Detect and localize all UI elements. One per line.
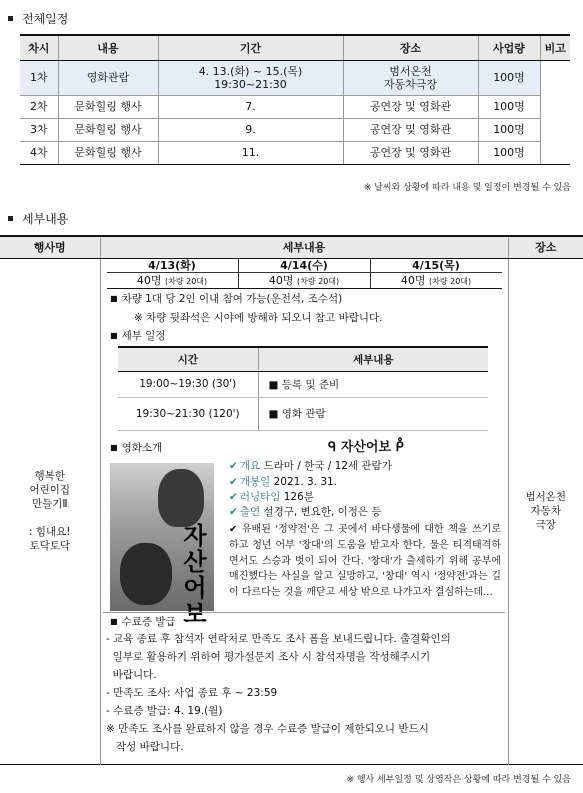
cert-line: 일부로 활용하기 위하여 평가설문지 조사 시 참석자명을 작성해주시기 <box>106 651 431 663</box>
date-column <box>238 259 370 288</box>
schedule-cell: 공연장 및 영화관 <box>343 95 478 118</box>
rule-participants: ■ 차량 1대 당 2인 이내 참여 가능(운전석, 조수석) <box>110 291 342 306</box>
schedule-cell: 11. <box>158 141 343 164</box>
check-icon: ✔ <box>229 460 238 472</box>
schedule-cell <box>540 95 570 118</box>
schedule-cell: 9. <box>158 118 343 141</box>
date-label: 4/15(목) <box>371 259 502 273</box>
cert-line: - 교육 종료 후 참석자 연락처로 만족도 조사 폼을 보내드립니다. 출결확인의 <box>106 633 451 645</box>
schedule-header-cell: 기간 <box>158 35 343 60</box>
poster-title-calligraphy: 자 산 어 보 <box>183 521 207 628</box>
schedule-cell: 문화힐링 행사 <box>58 95 158 118</box>
schedule-header-cell: 사업량 <box>478 35 540 60</box>
place-cell: 범서온천 자동차 극장 <box>508 258 583 765</box>
inner-time: 19:30~21:30 (120') <box>118 397 258 430</box>
inner-header-content: 세부내용 <box>258 347 488 371</box>
schedule-header-row <box>20 35 570 60</box>
detail-schedule-table <box>118 346 488 431</box>
date-capacity: 40명 (차량 20대) <box>136 273 208 287</box>
schedule-cell: 4차 <box>20 141 58 164</box>
schedule-cell: 문화힐링 행사 <box>58 118 158 141</box>
check-icon: ✔ <box>229 506 238 518</box>
event-name-cell: 행복한 어린이집 만들기Ⅱ : 힘내요! 토닥토닥 <box>0 258 100 765</box>
schedule-header-cell: 장소 <box>343 35 478 60</box>
movie-title-text: 자산어보 <box>340 440 391 455</box>
schedule-cell: 공연장 및 영화관 <box>343 141 478 164</box>
check-icon: ✔ <box>229 491 238 503</box>
schedule-cell: 100명 <box>478 60 540 95</box>
schedule-cell: 2차 <box>20 95 58 118</box>
movie-intro-title: ■ 영화소개 <box>110 440 162 455</box>
date-column <box>370 259 502 288</box>
rule-backseat-note: ※ 차량 뒷좌석은 시야에 방해하 되오니 참고 바랍니다. <box>134 312 383 324</box>
schedule-row <box>20 141 570 164</box>
sched-subtitle: ■ 세부 일정 <box>110 328 165 343</box>
schedule-cell: 100명 <box>478 95 540 118</box>
date-label: 4/13(화) <box>107 259 238 273</box>
movie-title: ᑫ 자산어보 ᑬ <box>328 440 404 455</box>
section-title-schedule <box>8 10 68 27</box>
cert-title: ■ 수료증 발급 <box>110 614 176 629</box>
movie-synopsis: ✔ 유배된 '정약전'은 그 곳에서 바다생물에 대한 책을 쓰기로 하고 청년 어부 '창대'의 도움을 받고자 한다. 물은 티격태격하면서도 스승과 벗이 되어 간다. '창대'가 출세하기 위해 공부에 매진했다는 사실을 알고 실망하고, '창대' 역시 '정약전'과는 길이 다르다는 것을 깨닫고 세상 밖으로 나가고자 결심하는데... <box>229 524 501 599</box>
schedule-body <box>20 60 570 164</box>
inner-row <box>118 371 488 397</box>
header-event: 행사명 <box>0 236 100 258</box>
schedule-cell: 3차 <box>20 118 58 141</box>
schedule-cell: 100명 <box>478 141 540 164</box>
schedule-cell <box>540 60 570 95</box>
schedule-cell: 공연장 및 영화관 <box>343 118 478 141</box>
date-capacity: 40명 (차량 20대) <box>268 273 340 287</box>
schedule-cell <box>540 141 570 164</box>
detail-header-row <box>0 236 583 258</box>
inner-header-time: 시간 <box>118 347 258 371</box>
inner-header-row <box>118 347 488 371</box>
schedule-row <box>20 60 570 95</box>
section-title-text: 전체일정 <box>22 12 69 26</box>
schedule-header-cell: 차시 <box>20 35 58 60</box>
section-title-text: 세부내용 <box>22 212 69 226</box>
inner-content: ■ 영화 관람 <box>258 397 488 430</box>
square-bullet-icon <box>8 16 13 21</box>
movie-info-item: ✔ 개봉일 2021. 3. 31. <box>229 476 338 488</box>
inner-time: 19:00~19:30 (30') <box>118 371 258 397</box>
divider <box>103 612 505 613</box>
schedule-note: ※ 날씨와 상황에 따라 내용 및 일정이 변경될 수 있음 <box>363 183 571 193</box>
schedule-row <box>20 95 570 118</box>
schedule-header-cell: 내용 <box>58 35 158 60</box>
movie-info-item: ✔ 개요 드라마 / 한국 / 12세 관람가 <box>229 460 392 472</box>
cert-details <box>106 630 504 756</box>
date-column <box>107 259 238 288</box>
cert-line: 바랍니다. <box>106 669 157 681</box>
cert-line: ※ 만족도 조사를 완료하지 않을 경우 수료증 발급이 제한되오니 반드시 <box>106 723 429 735</box>
date-grid <box>107 259 502 289</box>
detail-footer-note: ※ 행사 세부일정 및 상영작은 상황에 따라 변경될 수 있음 <box>346 775 571 785</box>
schedule-cell <box>540 118 570 141</box>
schedule-cell: 1차 <box>20 60 58 95</box>
schedule-cell: 영화관람 <box>58 60 158 95</box>
square-bullet-icon <box>8 216 13 221</box>
date-label: 4/14(수) <box>239 259 370 273</box>
poster-figure-2 <box>120 543 172 605</box>
section-title-detail <box>8 210 68 227</box>
movie-info-item: ✔ 러닝타임 126분 <box>229 491 314 503</box>
inner-row <box>118 397 488 430</box>
cert-line: - 만족도 조사: 사업 종료 후 ~ 23:59 <box>106 687 278 699</box>
schedule-cell: 100명 <box>478 118 540 141</box>
schedule-table <box>20 34 570 165</box>
check-icon: ✔ <box>229 476 238 488</box>
schedule-cell: 7. <box>158 95 343 118</box>
header-place: 장소 <box>508 236 583 258</box>
schedule-cell: 문화힐링 행사 <box>58 141 158 164</box>
cert-line: 작성 바랍니다. <box>106 741 184 753</box>
date-capacity: 40명 (차량 20대) <box>400 273 472 287</box>
cert-line: - 수료증 발급: 4. 19.(월) <box>106 705 223 717</box>
header-content: 세부내용 <box>100 236 508 258</box>
schedule-row <box>20 118 570 141</box>
movie-info-item: ✔ 출연 설경구, 변요한, 이정은 등 <box>229 506 382 518</box>
inner-content: ■ 등록 및 준비 <box>258 371 488 397</box>
poster-figure-1 <box>158 469 204 527</box>
schedule-cell: 범서온천 자동차극장 <box>343 60 478 95</box>
schedule-cell: 4. 13.(화) ~ 15.(목) 19:30~21:30 <box>158 60 343 95</box>
schedule-header-cell: 비고 <box>540 35 570 60</box>
